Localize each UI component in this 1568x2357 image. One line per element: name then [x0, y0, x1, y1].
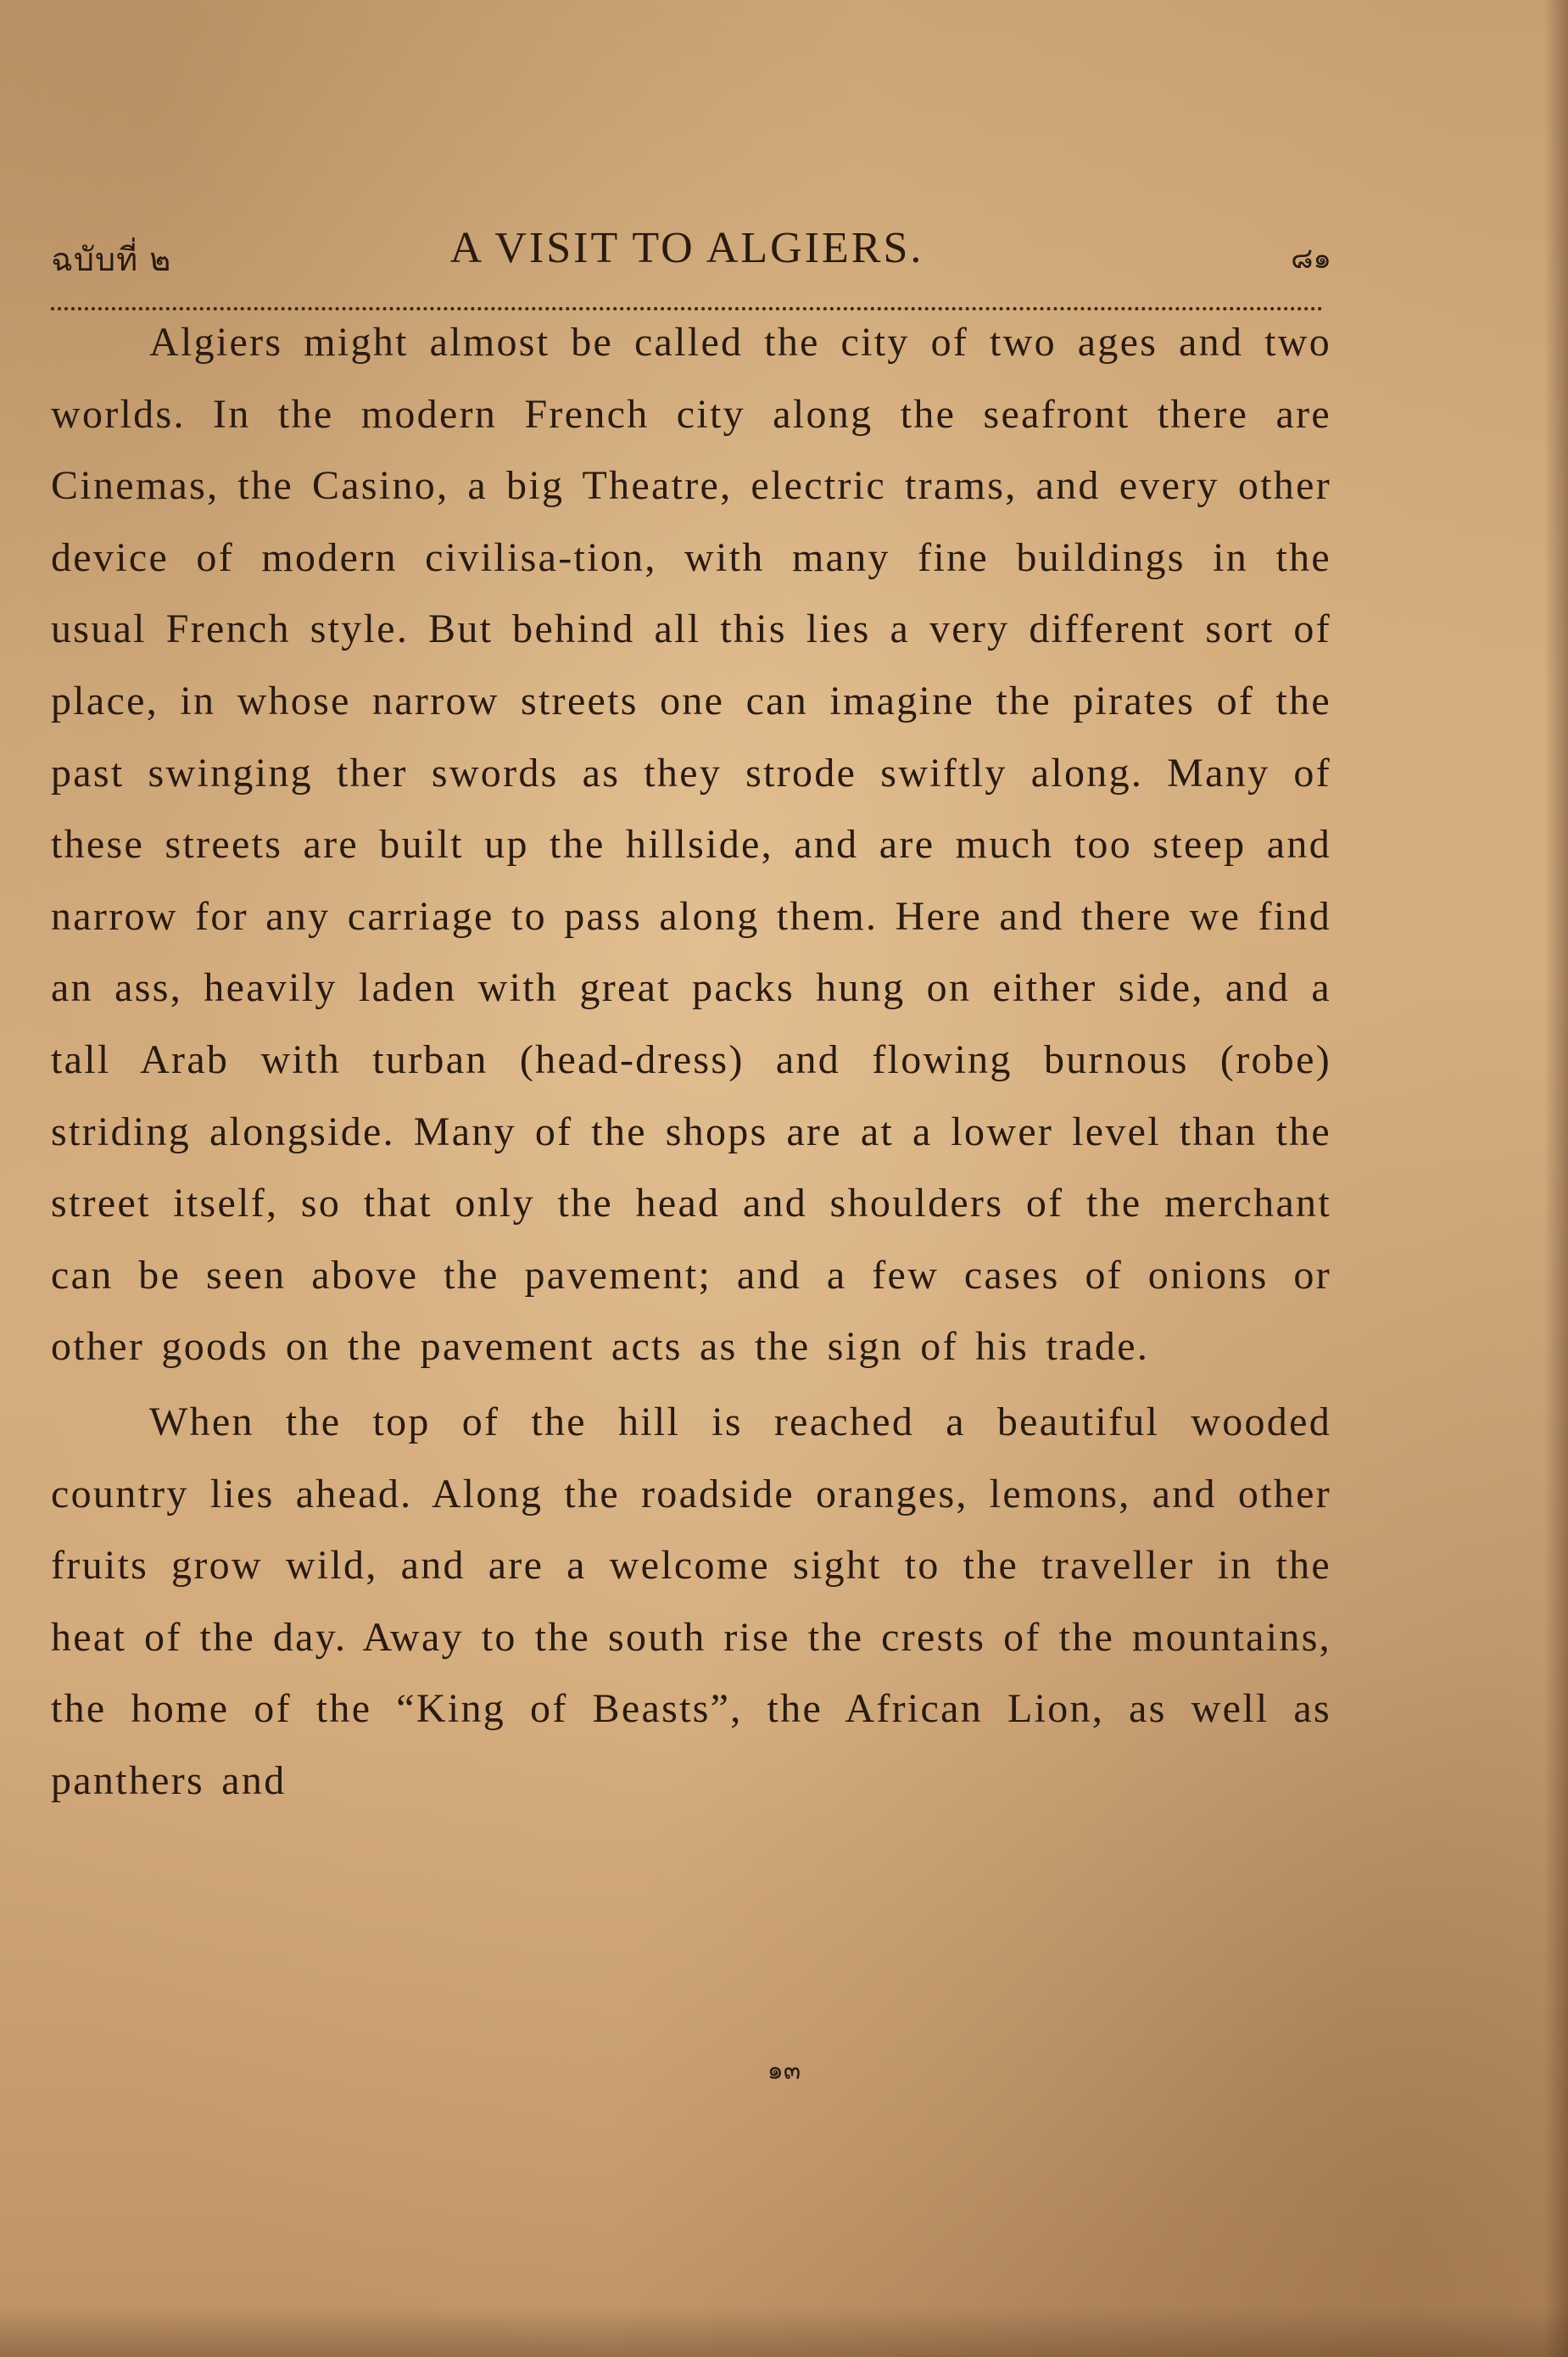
paragraph: When the top of the hill is reached a beautiful wooded country lies ahead. Along the roadside oranges, lemons, and other fruits grow wild, and are a welcome sight to the traveller in the heat of the day. Away to the south rise the crests of the mountains, the home of the “King of Beasts”, the African Lion, as well as panthers and: [51, 1399, 1331, 1803]
issue-number: ฉบับที่ ๒: [51, 241, 172, 278]
page-title: A VISIT TO ALGIERS.: [449, 224, 924, 272]
paragraph: Algiers might almost be called the city of two ages and two worlds. In the modern French city along the seafront there are Cinemas, the Casino, a big Theatre, electric trams, and every other device of modern civilisa-tion, with many fine buildings in the usual French style. But behind all this lies a very different sort of place, in whose narrow streets one can imagine the pirates of the past swinging ther swords as they strode swiftly along. Many of these streets are built up the hillside, and are much too steep and narrow for any carriage to pass along them. Here and there we find an ass, heavily laden with great packs hung on either side, and a tall Arab with turban (head-dress) and flowing burnous (robe) striding alongside. Many of the shops are at a lower level than the street itself, so that only the head and shoulders of the merchant can be seen above the pavement; and a few cases of onions or other goods on the pavement acts as the sign of his trade.: [51, 320, 1331, 1370]
running-header: [51, 216, 1331, 278]
body-text: [51, 307, 1331, 1817]
page-bottom-shadow: [0, 2306, 1568, 2357]
header-page-number: ๘๑: [1291, 242, 1331, 276]
page-edge-shadow: [1544, 0, 1568, 2357]
page-number: ๑๓: [767, 2056, 801, 2086]
